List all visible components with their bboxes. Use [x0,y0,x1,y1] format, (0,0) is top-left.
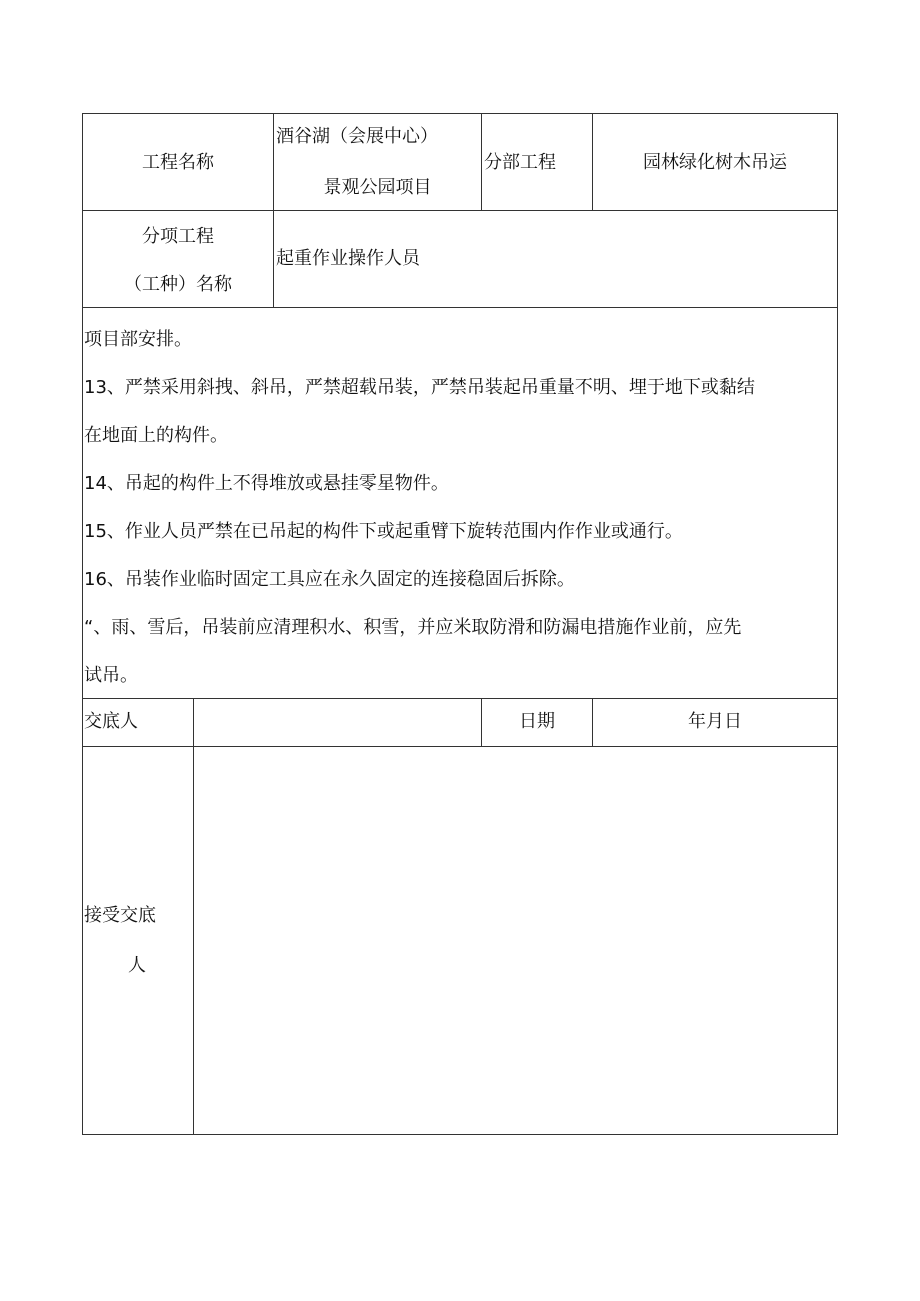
row-divider [82,210,838,211]
date-value[interactable]: 年月日 [688,711,742,732]
content-line: 13、严禁采用斜拽、斜吊，严禁超载吊装，严禁吊装起吊重量不明、埋于地下或黏结 [84,377,755,398]
receiver-label-line1: 接受交底 [84,905,156,926]
division-value: 园林绿化树木吊运 [643,152,787,173]
receiver-signature-area[interactable] [196,750,834,1130]
content-line: 在地面上的构件。 [84,425,228,446]
receiver-label-line2: 人 [128,955,146,976]
subitem-value: 起重作业操作人员 [276,248,420,269]
disclosure-content [84,316,832,700]
content-line: 项目部安排。 [84,329,192,350]
content-line: 试吊。 [84,665,138,686]
row-divider [82,746,838,747]
date-label: 日期 [519,711,555,732]
content-line: 14、吊起的构件上不得堆放或悬挂零星物件。 [84,473,449,494]
col-divider [273,113,274,307]
row-divider [82,307,838,308]
subitem-label-line2: （工种）名称 [124,274,232,295]
discloser-field[interactable] [196,700,479,744]
discloser-label: 交底人 [84,711,138,732]
project-name-value-line1: 酒谷湖（会展中心） [276,126,438,147]
project-name-value-line2: 景观公园项目 [323,177,432,198]
content-line: 16、吊装作业临时固定工具应在永久固定的连接稳固后拆除。 [84,569,575,590]
subitem-label-line1: 分项工程 [142,226,214,247]
content-line: 15、作业人员严禁在已吊起的构件下或起重臂下旋转范围内作作业或通行。 [84,521,683,542]
content-line: “、雨、雪后，吊装前应清理积水、积雪，并应米取防滑和防漏电措施作业前，应先 [84,617,742,638]
col-divider [193,698,194,1135]
division-label: 分部工程 [484,152,556,173]
project-name-label: 工程名称 [142,152,214,173]
col-divider [481,113,482,210]
